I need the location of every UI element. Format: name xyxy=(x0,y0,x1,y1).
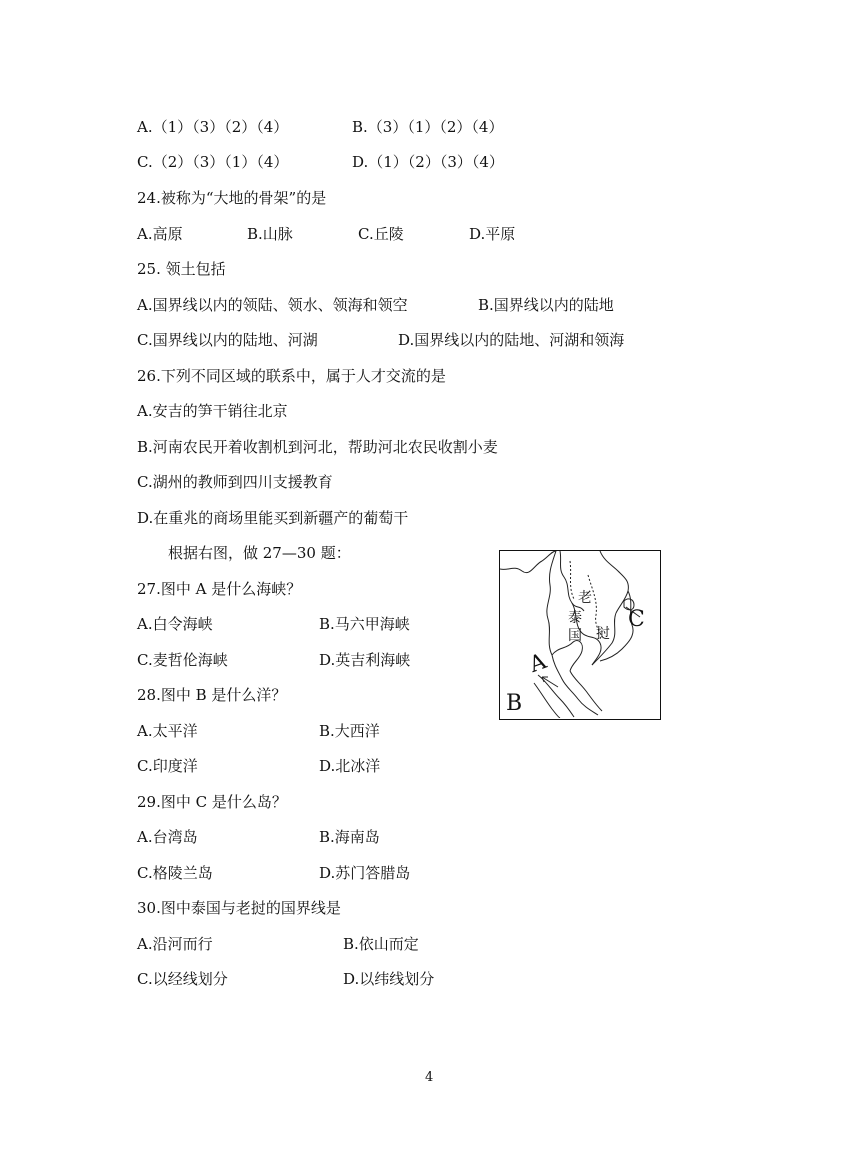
q27-option-d: D.英吉利海峡 xyxy=(319,651,411,669)
q26-stem: 26.下列不同区域的联系中，属于人才交流的是 xyxy=(137,367,446,385)
q26-option-b: B.河南农民开着收割机到河北，帮助河北农民收割小麦 xyxy=(137,438,498,456)
map-label-laos-2: 挝 xyxy=(596,626,610,642)
map-label-b: B xyxy=(506,691,523,716)
q23-option-a: A.（1）（3）（2）（4） xyxy=(137,118,289,136)
q27-option-b: B.马六甲海峡 xyxy=(319,615,410,633)
q28-option-b: B.大西洋 xyxy=(319,722,380,740)
q23-option-b: B.（3）（1）（2）（4） xyxy=(352,118,504,136)
q26-option-a: A.安吉的笋干销往北京 xyxy=(137,402,288,420)
q26-option-c: C.湖州的教师到四川支援教育 xyxy=(137,473,333,491)
q24-option-b: B.山脉 xyxy=(247,225,293,243)
q23-option-d: D.（1）（2）（3）（4） xyxy=(352,153,504,171)
map-label-c: C xyxy=(628,607,645,632)
q24-stem: 24.被称为“大地的骨架”的是 xyxy=(137,189,327,207)
map-label-laos-1: 老 xyxy=(578,590,592,606)
q28-option-a: A.太平洋 xyxy=(137,722,198,740)
map-label-thailand-2: 国 xyxy=(568,628,582,644)
map-questions-intro: 根据右图，做 27—30 题： xyxy=(168,544,351,562)
q24-option-d: D.平原 xyxy=(469,225,516,243)
q30-stem: 30.图中泰国与老挝的国界线是 xyxy=(137,899,341,917)
q25-option-c: C.国界线以内的陆地、河湖 xyxy=(137,331,318,349)
q30-option-c: C.以经线划分 xyxy=(137,970,228,988)
q28-stem: 28.图中 B 是什么洋？ xyxy=(137,686,287,704)
q30-option-b: B.依山而定 xyxy=(343,935,419,953)
q28-option-d: D.北冰洋 xyxy=(319,757,381,775)
q30-option-d: D.以纬线划分 xyxy=(343,970,435,988)
q29-option-a: A.台湾岛 xyxy=(137,828,198,846)
q29-option-c: C.格陵兰岛 xyxy=(137,864,213,882)
q25-option-d: D.国界线以内的陆地、河湖和领海 xyxy=(398,331,625,349)
page-number: 4 xyxy=(425,1070,434,1085)
q25-option-b: B.国界线以内的陆地 xyxy=(478,296,614,314)
q25-stem: 25. 领土包括 xyxy=(137,260,226,278)
q29-option-b: B.海南岛 xyxy=(319,828,380,846)
q26-option-d: D.在重兆的商场里能买到新疆产的葡萄干 xyxy=(137,509,409,527)
q24-option-c: C.丘陵 xyxy=(358,225,404,243)
map-label-a: A xyxy=(526,649,550,678)
southeast-asia-map xyxy=(499,550,661,720)
q30-option-a: A.沿河而行 xyxy=(137,935,213,953)
q28-option-c: C.印度洋 xyxy=(137,757,198,775)
q29-option-d: D.苏门答腊岛 xyxy=(319,864,411,882)
q25-option-a: A.国界线以内的领陆、领水、领海和领空 xyxy=(137,296,408,314)
q24-option-a: A.高原 xyxy=(137,225,183,243)
q27-option-a: A.白令海峡 xyxy=(137,615,213,633)
q27-stem: 27.图中 A 是什么海峡？ xyxy=(137,580,302,598)
map-label-thailand-1: 泰 xyxy=(568,610,582,626)
q27-option-c: C.麦哲伦海峡 xyxy=(137,651,228,669)
q29-stem: 29.图中 C 是什么岛？ xyxy=(137,793,287,811)
q23-option-c: C.（2）（3）（1）（4） xyxy=(137,153,289,171)
